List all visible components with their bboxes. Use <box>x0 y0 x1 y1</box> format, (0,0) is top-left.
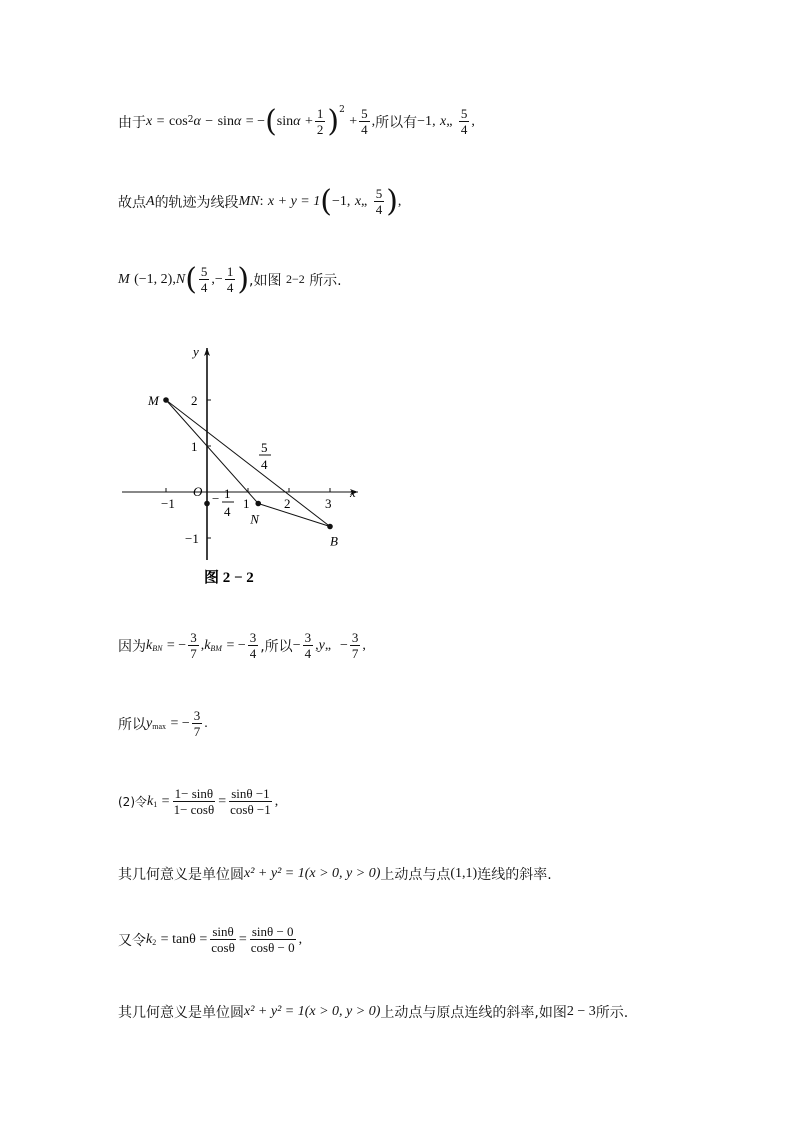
fraction-den: 7 <box>193 724 201 739</box>
fraction-54 <box>199 264 210 295</box>
text-a: 又令 <box>118 932 146 949</box>
neg: − <box>292 637 301 653</box>
eq-sign: = <box>161 793 170 809</box>
var-x-2: x <box>440 113 447 129</box>
text-c: 所示. <box>595 1005 629 1021</box>
var-k-2: k <box>204 637 211 653</box>
fraction-14 <box>225 264 236 295</box>
var-alpha: α <box>193 113 201 129</box>
frac-54-num: 5 <box>261 440 268 455</box>
fraction-num: sinθ <box>212 924 234 939</box>
point-N <box>255 501 261 507</box>
sub-BN: BN <box>152 644 163 653</box>
origin-label: O <box>193 484 203 499</box>
segment-NB <box>258 504 330 527</box>
text-tail: ,如图 <box>249 272 282 289</box>
paren-open: ( <box>320 183 332 219</box>
line-equation: x + y = 1 <box>267 193 321 209</box>
circle-equation: x² + y² = 1(x > 0, y > 0) <box>244 866 381 881</box>
x-axis-label: x <box>350 485 356 500</box>
figure-ref: 2−2 <box>285 272 305 286</box>
fn-sin-2: sin <box>276 113 294 129</box>
paren-close: ) <box>327 103 340 139</box>
fraction-num: 5 <box>375 186 383 201</box>
fraction-num: 3 <box>351 630 359 645</box>
point-M <box>163 397 169 403</box>
end-comma: , <box>362 637 366 653</box>
comma-3: , <box>471 113 475 129</box>
fraction-a <box>172 786 217 817</box>
figure-caption: 图 2 − 2 <box>204 570 254 586</box>
end-comma: , <box>274 793 279 809</box>
x-tick-label: 1 <box>243 496 250 511</box>
eq-sign: = <box>156 113 165 129</box>
fraction-num: 5 <box>200 264 208 279</box>
range-left: −1 <box>331 193 347 209</box>
equation-line-5 <box>118 708 208 739</box>
equation-line-4 <box>118 630 366 661</box>
fraction-den: 4 <box>375 202 383 217</box>
sub-1: 1 <box>153 800 158 809</box>
comma-2: , <box>315 637 319 653</box>
sup-2: 2 <box>187 114 194 125</box>
paren-open: ( <box>265 103 277 139</box>
var-x: x <box>354 193 362 209</box>
equation-line-1 <box>118 103 475 139</box>
var-x: x <box>146 113 153 129</box>
frac-neg-sign: − <box>212 491 220 506</box>
text-mid: 所以有 <box>375 114 418 131</box>
equation-line-9 <box>118 1002 628 1022</box>
rel-sign: „ <box>361 193 368 209</box>
eq-tan: = tanθ = <box>160 931 208 947</box>
sub-BM: BM <box>210 644 222 653</box>
equation-line-8 <box>118 924 302 955</box>
sub-2: 2 <box>152 938 157 947</box>
var-y: y <box>318 637 325 653</box>
colon: : <box>259 193 264 209</box>
eq-sign: = <box>238 931 247 947</box>
fn-sin: sin <box>217 113 234 129</box>
coord-M: (−1, 2), <box>134 271 176 287</box>
label-M: M <box>148 393 159 408</box>
figure-plot <box>122 344 358 560</box>
text-a: 其几何意义是单位圆 <box>118 1005 244 1021</box>
figure-2-2 <box>118 340 378 590</box>
fraction-den: 4 <box>200 280 208 295</box>
rel-sign: „ <box>446 113 453 129</box>
fraction-den: 7 <box>190 646 197 661</box>
fraction-num: sinθ −1 <box>231 786 270 801</box>
fn-cos: cos <box>169 113 188 129</box>
frac-14-num: 1 <box>224 486 231 501</box>
var-N: N <box>175 271 186 287</box>
var-k: k <box>146 637 153 653</box>
eq-minus-2: = − <box>226 637 246 653</box>
rel-sign: „ <box>324 637 332 653</box>
text-a: (2)令 <box>118 795 147 809</box>
fraction-num: 5 <box>361 106 368 121</box>
frac-14-den: 4 <box>224 504 231 519</box>
point-11: (1,1) <box>450 866 478 881</box>
fraction-54 <box>374 186 385 217</box>
fraction-num: 5 <box>460 106 468 121</box>
y-tick-label: 1 <box>191 439 198 454</box>
paren-close: ) <box>386 183 398 219</box>
sup-2b: 2 <box>339 104 345 115</box>
var-MN: MN <box>238 193 260 209</box>
minus: − <box>205 113 214 129</box>
point-P <box>204 501 210 507</box>
fraction-half <box>315 106 326 137</box>
equation-line-6 <box>118 786 278 817</box>
fraction-37 <box>192 708 203 739</box>
fraction-den: cosθ − 0 <box>250 940 295 955</box>
text-b: 上动点与原点连线的斜率,如图 <box>380 1005 567 1021</box>
x-tick-label: 2 <box>284 496 291 511</box>
fraction-37-b <box>350 630 361 661</box>
text-a: 因为 <box>118 638 146 655</box>
var-alpha-2: α <box>233 113 242 129</box>
text-b: 上动点与点 <box>380 867 451 883</box>
fraction-den: cosθ <box>211 940 235 955</box>
paren-open: ( <box>185 261 197 297</box>
fraction-num: 1 <box>316 106 324 121</box>
label-B: B <box>330 533 338 549</box>
fraction-num: 3 <box>190 630 197 645</box>
y-tick-label: −1 <box>185 531 199 546</box>
frac-54-den: 4 <box>261 457 268 472</box>
fraction-34 <box>248 630 259 661</box>
sub-max: max <box>152 722 166 731</box>
neg-2: − <box>339 637 348 653</box>
x-tick-label: −1 <box>161 496 175 511</box>
text-tail-2: 所示. <box>309 272 342 289</box>
fraction-den: 1− cosθ <box>173 802 215 817</box>
fraction-num: 3 <box>249 630 257 645</box>
fraction-num: 1− sinθ <box>174 786 214 801</box>
fraction-num: 3 <box>304 630 312 645</box>
separator: ,− <box>211 271 223 287</box>
end-comma: , <box>298 931 303 947</box>
paren-close: ) <box>237 261 250 297</box>
fraction-num: 1 <box>226 264 234 279</box>
y-tick-label: 2 <box>191 393 198 408</box>
end-period: . <box>204 715 208 731</box>
equation-line-2 <box>118 183 402 219</box>
comma-2: , <box>432 113 436 129</box>
fraction-den: 4 <box>460 122 468 137</box>
equation-line-3 <box>118 261 342 297</box>
plus-2: + <box>349 113 358 129</box>
comma: , <box>371 113 376 129</box>
fraction-b <box>249 924 297 955</box>
x-tick-label: 3 <box>325 496 332 511</box>
var-k: k <box>146 931 153 947</box>
fraction-54-b <box>459 106 470 137</box>
var-alpha-3: α <box>293 113 301 129</box>
fraction-num: 3 <box>193 708 201 723</box>
equation-line-7 <box>118 864 552 884</box>
fraction-b <box>228 786 273 817</box>
text-a: 其几何意义是单位圆 <box>118 867 244 883</box>
figure-ref: 2 − 3 <box>566 1004 596 1019</box>
text-prefix: 由于 <box>118 114 146 131</box>
fraction-num: sinθ − 0 <box>251 924 294 939</box>
circle-equation: x² + y² = 1(x > 0, y > 0) <box>244 1004 381 1019</box>
segment-MN <box>166 400 258 504</box>
fraction-den: 4 <box>249 646 257 661</box>
var-y: y <box>146 715 153 731</box>
text-b: 的轨迹为线段 <box>154 194 239 211</box>
var-A: A <box>146 193 155 209</box>
fraction-den: 2 <box>316 122 324 137</box>
fraction-den: cosθ −1 <box>230 802 271 817</box>
fraction-den: 4 <box>226 280 234 295</box>
range-left: −1 <box>417 113 433 129</box>
point-B <box>327 524 333 530</box>
comma: , <box>200 637 205 653</box>
fraction-a <box>209 924 237 955</box>
comma-2: , <box>397 193 402 209</box>
y-axis-label: y <box>193 344 199 359</box>
comma: , <box>346 193 351 209</box>
plus: + <box>304 113 313 129</box>
text-a: 所以 <box>118 716 146 733</box>
var-M: M <box>118 271 130 287</box>
fraction-den: 4 <box>361 122 368 137</box>
eq-sign-2: = <box>218 793 227 809</box>
text-c: 连线的斜率. <box>477 867 552 883</box>
eq-minus: = − <box>166 637 187 653</box>
var-k: k <box>147 793 154 809</box>
text-b: ,所以 <box>260 638 293 655</box>
label-N: N <box>250 511 259 527</box>
fraction-37 <box>188 630 199 661</box>
fraction-den: 7 <box>351 646 359 661</box>
eq-minus: = − <box>170 715 190 731</box>
fraction-den: 4 <box>304 646 312 661</box>
text-a: 故点 <box>118 194 146 211</box>
fraction-34-b <box>303 630 314 661</box>
fraction-54 <box>359 106 370 137</box>
eq-minus: = − <box>245 113 266 129</box>
